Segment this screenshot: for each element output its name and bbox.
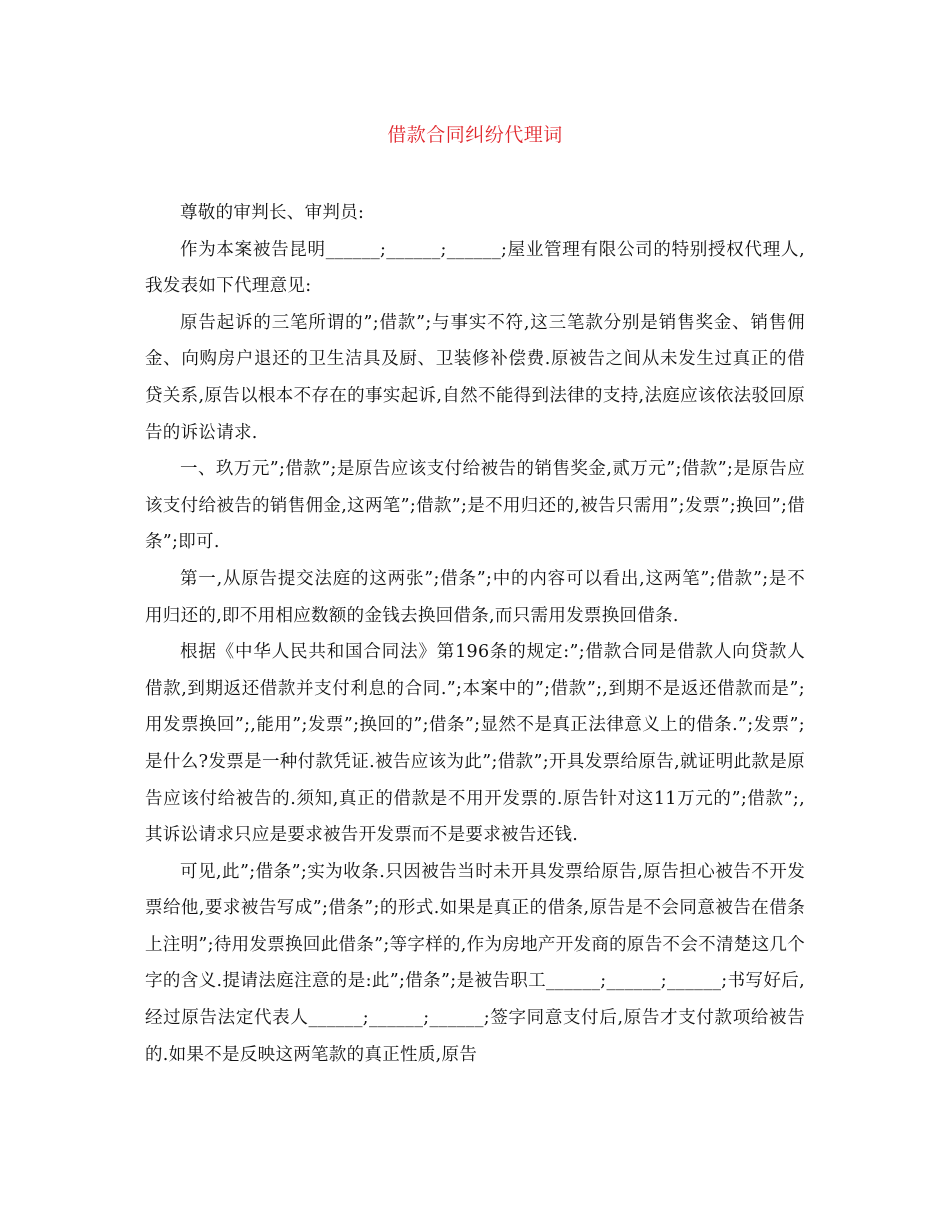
paragraph-first: 第一,从原告提交法庭的这两张”;借条”;中的内容可以看出,这两笔”;借款”;是不用归还的,即不用相应数额的金钱去换回借条,而只需用发票换回借条. — [145, 568, 805, 626]
document-title: 借款合同纠纷代理词 — [387, 124, 563, 146]
paragraph-contract-law: 根据《中华人民共和国合同法》第196条的规定:”;借款合同是借款人向贷款人借款,到期返还借款并支付利息的合同.”;本案中的”;借款”;,到期不是返还借款而是”;用发票换回”;,能用”;发票”;换回的”;借条”;显然不是真正法律意义上的借条.”;发票”;是什么?发票是一种付款凭证.被告应该为此”;借款”;开具发票给原告,就证明此款是原告应该付给被告的.须知,真正的借款是不用开发票的.原告针对这11万元的”;借款”;,其诉讼请求只应是要求被告开发票而不是要求被告还钱. — [145, 642, 805, 846]
paragraph-summary: 原告起诉的三笔所谓的”;借款”;与事实不符,这三笔款分别是销售奖金、销售佣金、向购房户退还的卫生洁具及厨、卫装修补偿费.原被告之间从未发生过真正的借贷关系,原告以根本不存在的事实起诉,自然不能得到法律的支持,法庭应该依法驳回原告的诉讼请求. — [145, 312, 805, 443]
paragraph-point-one: 一、玖万元”;借款”;是原告应该支付给被告的销售奖金,贰万元”;借款”;是原告应该支付给被告的销售佣金,这两笔”;借款”;是不用归还的,被告只需用”;发票”;换回”;借条”;即可. — [145, 459, 805, 553]
paragraph-salutation: 尊敬的审判长、审判员: — [180, 203, 365, 223]
paragraph-conclusion: 可见,此”;借条”;实为收条.只因被告当时未开具发票给原告,原告担心被告不开发票给他,要求被告写成”;借条”;的形式.如果是真正的借条,原告是不会同意被告在借条上注明”;待用发票换回此借条”;等字样的,作为房地产开发商的原告不会不清楚这几个字的含义.提请法庭注意的是:此”;借条”;是被告职工______;______;______;书写好后,经过原告法定代表人______;______;______;签字同意支付后,原告才支付款项给被告的.如果不是反映这两笔款的真正性质,原告 — [145, 861, 805, 1065]
paragraph-intro: 作为本案被告昆明______;______;______;屋业管理有限公司的特别授权代理人,我发表如下代理意见: — [145, 239, 805, 297]
document-body — [145, 195, 805, 1073]
